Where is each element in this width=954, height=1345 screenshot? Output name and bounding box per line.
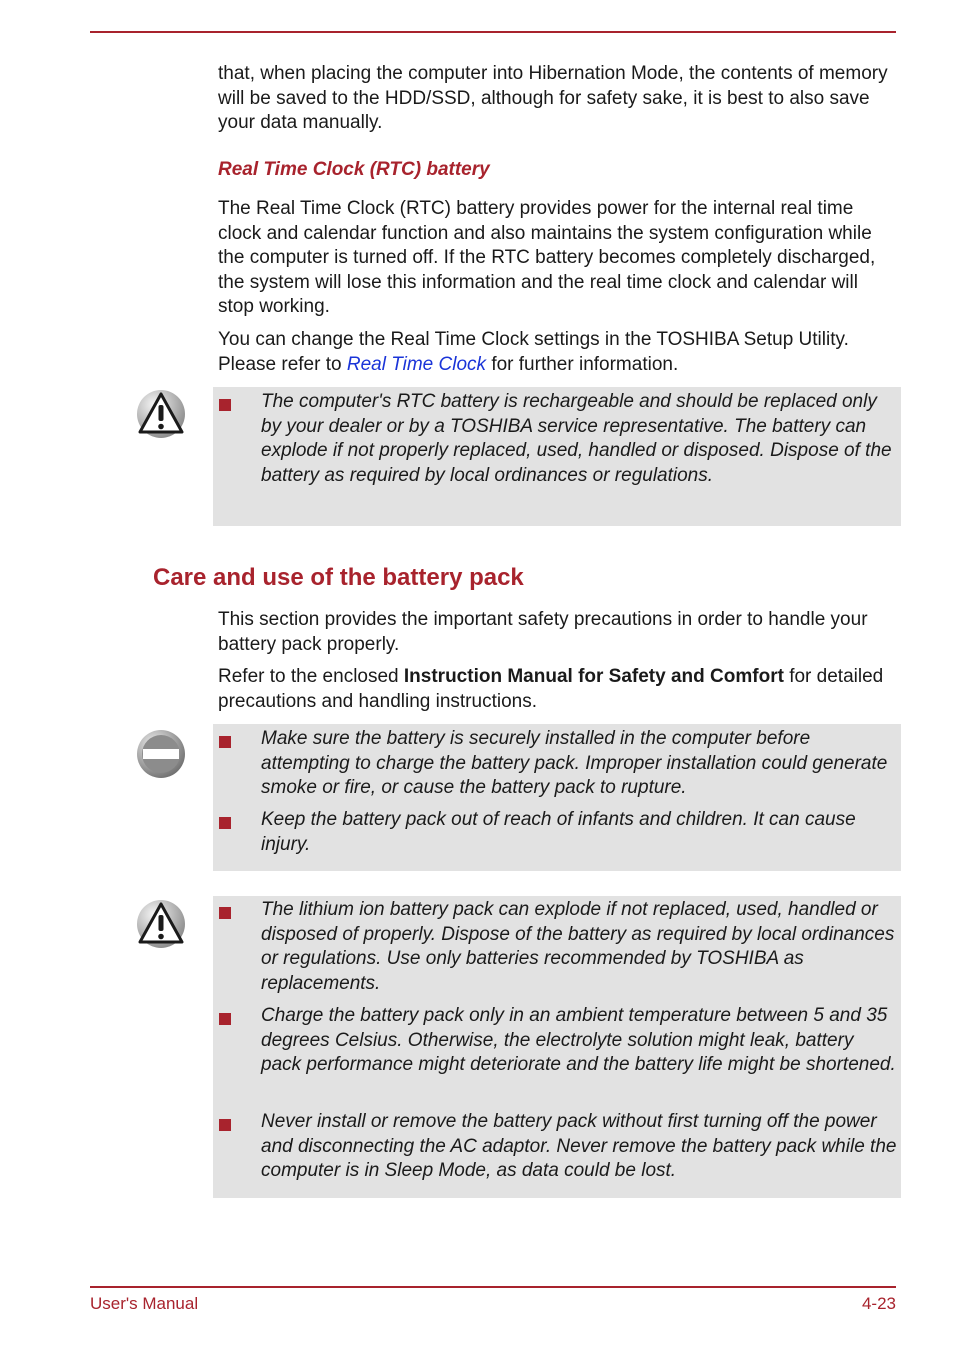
bullet-square-icon — [219, 736, 231, 748]
safety-manual-reference: Instruction Manual for Safety and Comfort — [403, 666, 784, 687]
footer-manual-title: User's Manual — [90, 1294, 199, 1313]
bullet-square-icon — [219, 817, 231, 829]
real-time-clock-link[interactable]: Real Time Clock — [346, 353, 487, 375]
rtc-warning-box: The computer's RTC battery is rechargeable and should be replaced only by your dealer or by a TOSHIBA service representative. The battery can explode if not properly replaced, used, handled or disposed. Dispose of the battery as required by local ordinances or regulations. — [213, 387, 901, 526]
prohibition-box: Make sure the battery is securely installed in the computer before attempting to charge the battery pack. Improper installation could generate smoke or fire, or cause the battery pack to rupture. Keep the battery pack out of reach of infants and children. It can cause injury. — [213, 724, 901, 871]
page-number: 4-23 — [861, 1294, 896, 1313]
care-paragraph-1: This section provides the important safety precautions in order to handle your battery pack properly. — [218, 609, 868, 655]
bullet-square-icon — [219, 1119, 231, 1131]
warning-triangle-icon — [135, 898, 187, 950]
header-rule — [90, 31, 896, 33]
prohibition-icon — [135, 728, 187, 780]
footer-rule — [90, 1286, 896, 1288]
rtc-paragraph-1: The Real Time Clock (RTC) battery provides power for the internal real time clock and calendar function and also maintains the system configuration while the computer is turned off. If the RTC battery becomes completely discharged, the system will lose this information and the real time clock and calendar will stop working. — [218, 198, 876, 317]
bullet-square-icon — [219, 399, 231, 411]
bullet-square-icon — [219, 1013, 231, 1025]
care-section-title: Care and use of the battery pack — [153, 564, 524, 591]
bullet-square-icon — [219, 907, 231, 919]
rtc-heading: Real Time Clock (RTC) battery — [218, 159, 490, 180]
battery-warning-box: The lithium ion battery pack can explode if not replaced, used, handled or disposed of properly. Dispose of the battery as required by local ordinances or regulations. Use only batteries recommended by TOSHIBA as replacements. Charge the battery pack only in an ambient temperature between 5 and 35 degrees Celsius. Otherwise, the electrolyte solution might leak, battery pack performance might deteriorate and the battery life might be shortened. Never install or remove the battery pack without first turning off the power and disconnecting the AC adaptor. Never remove the battery pack while the computer is in Sleep Mode, as data could be lost. — [213, 896, 901, 1198]
intro-continuation: that, when placing the computer into Hibernation Mode, the contents of memory will be saved to the HDD/SSD, although for safety sake, it is best to also save your data manually. — [218, 63, 888, 133]
rtc-paragraph-2: You can change the Real Time Clock settings in the TOSHIBA Setup Utility. Please refer to Real Time Clock for further information. — [218, 329, 849, 375]
care-paragraph-2: Refer to the enclosed Instruction Manual for Safety and Comfort for detailed precautions and handling instructions. — [218, 666, 884, 712]
warning-triangle-icon — [135, 388, 187, 440]
